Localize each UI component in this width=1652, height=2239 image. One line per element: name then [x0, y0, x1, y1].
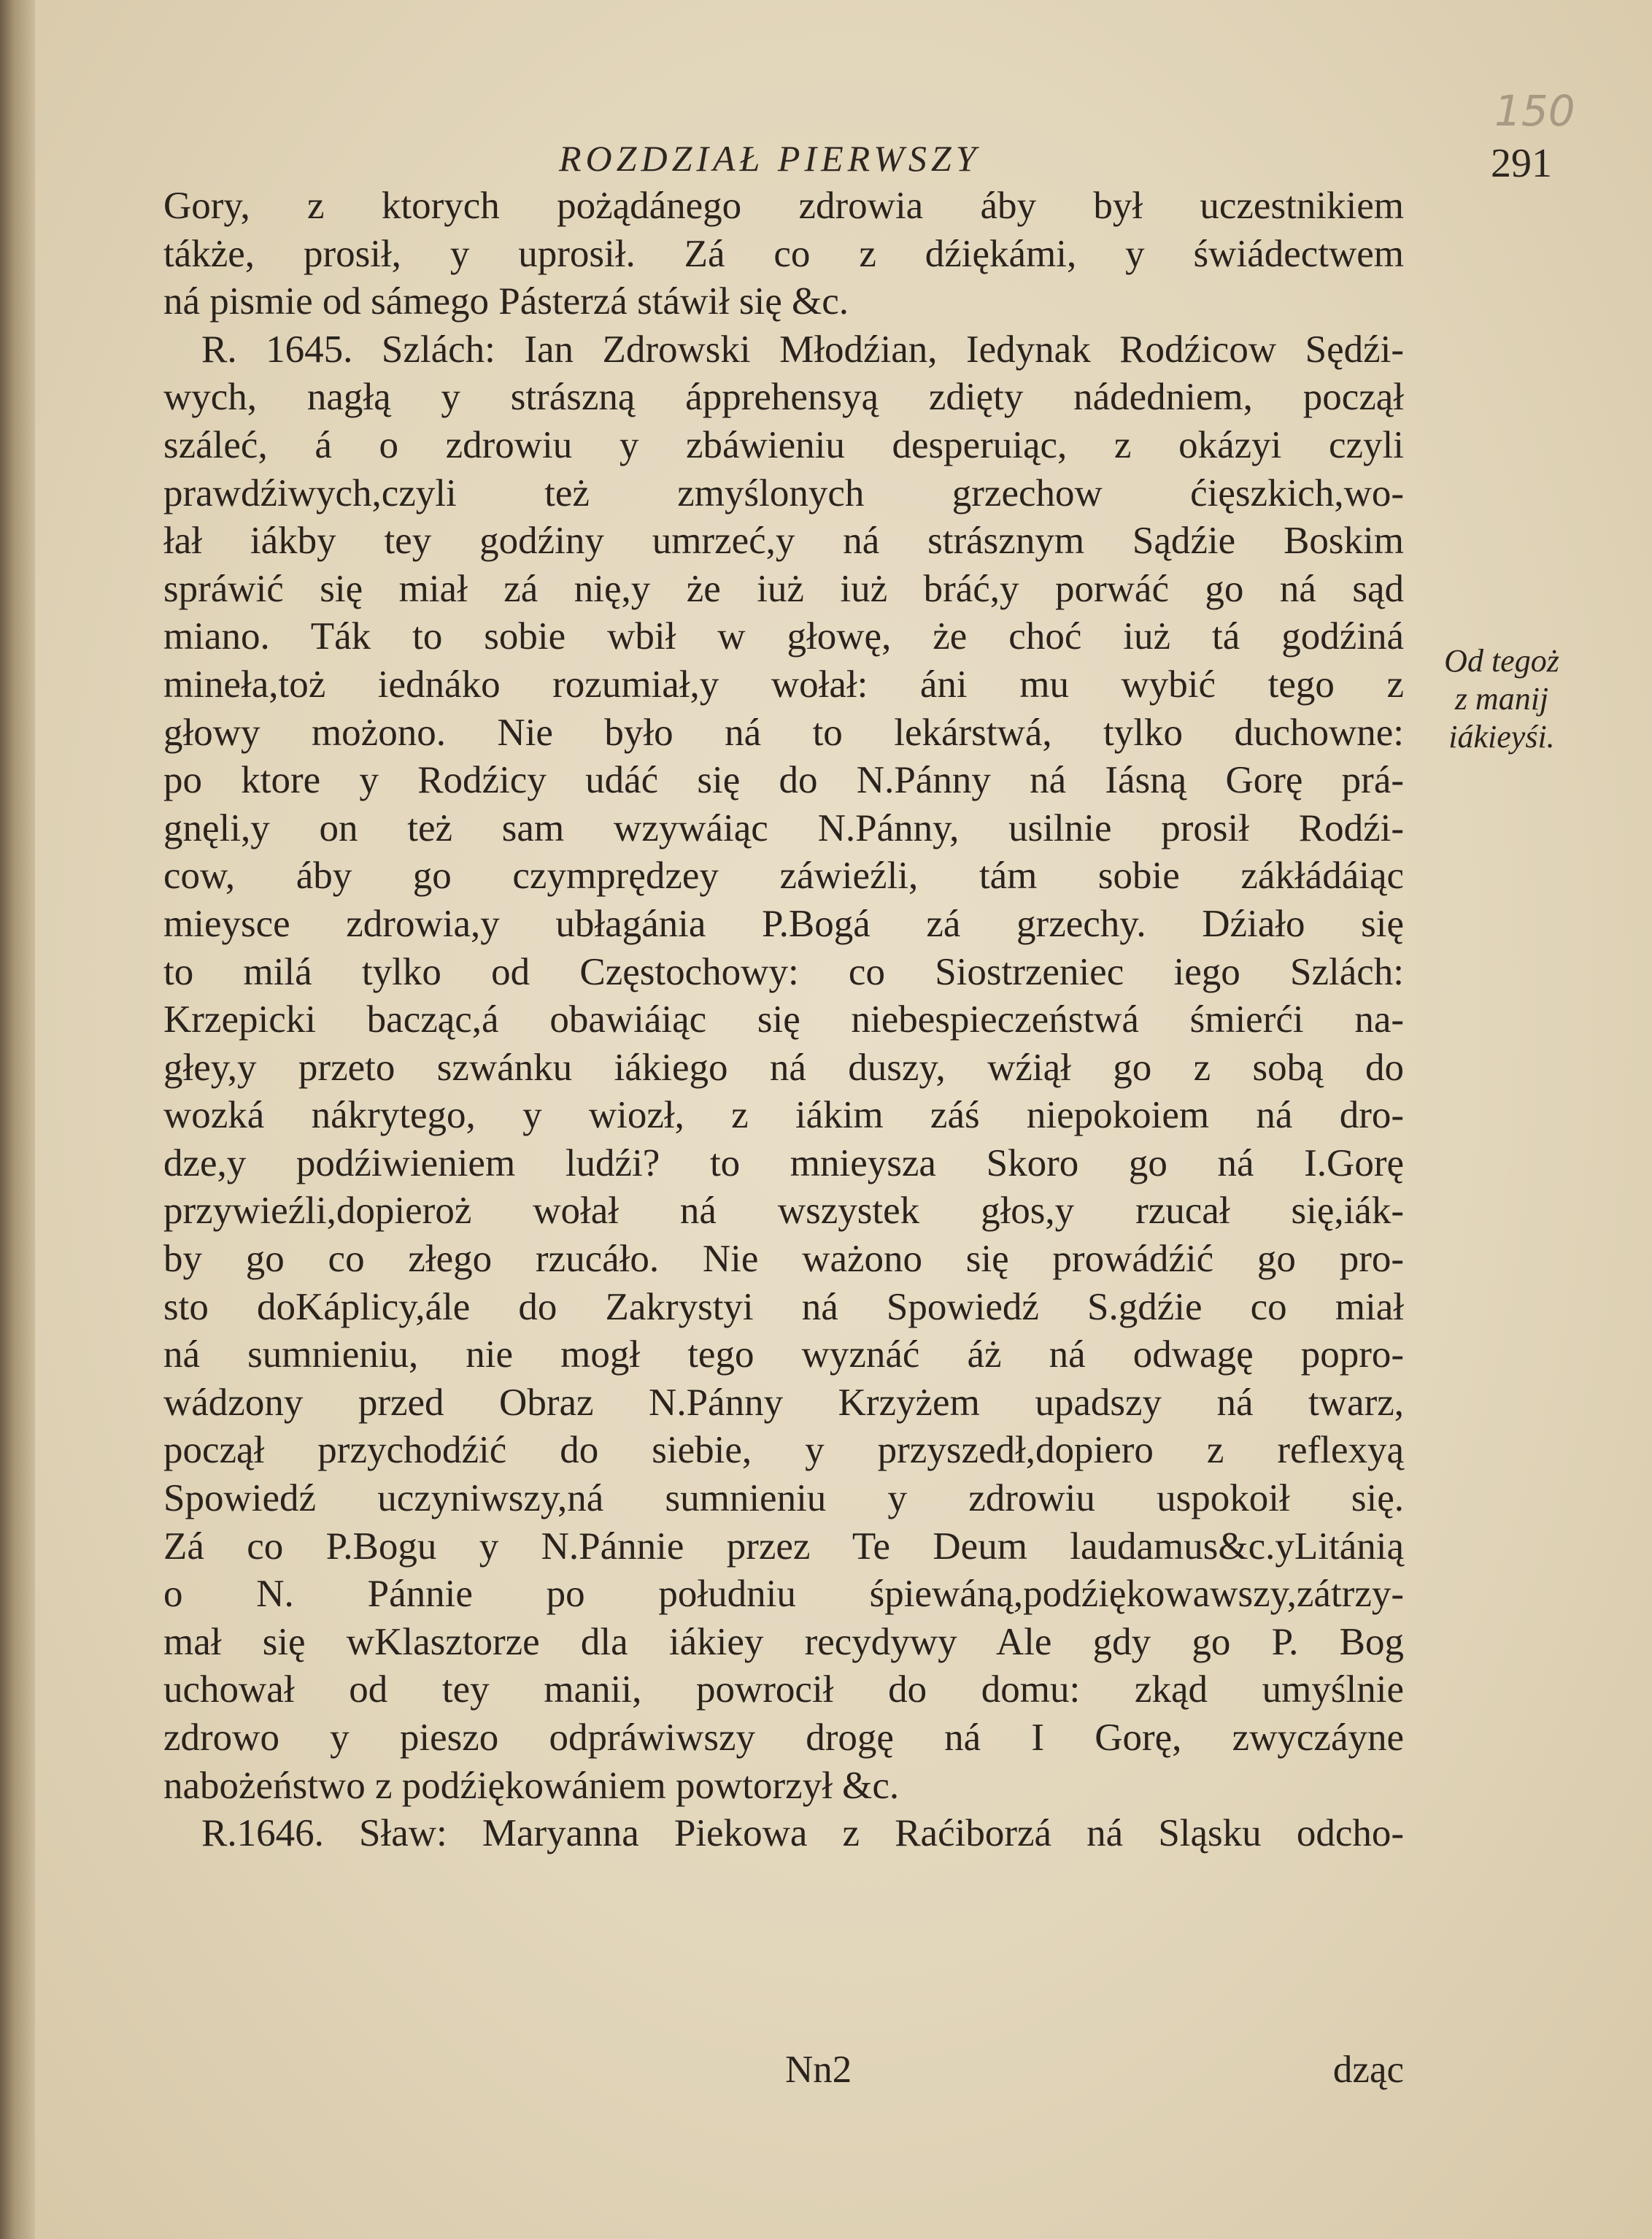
running-head: ROZDZIAŁ PIERWSZY [559, 138, 981, 179]
text-line: prawdźiwych,czyli też zmyślonych grzechow ćięszkich,wo- [163, 471, 1404, 515]
text-line: Zá co P.Bogu y N.Pánnie przez Te Deum laudamus&c.yLitánią [163, 1525, 1404, 1568]
marginal-note-line: z manij [1454, 681, 1549, 717]
text-line: mieysce zdrowia,y ubłagánia P.Bogá zá grzechy. Dźiało się [163, 902, 1404, 945]
text-line: ná pismie od sámego Pásterzá stáwił się &c. [163, 280, 849, 323]
signature-mark: Nn2 [785, 2049, 852, 2091]
text-line: by go co złego rzucáło. Nie ważono się prowádźić go pro- [163, 1238, 1404, 1281]
text-line: począł przychodźić do siebie, y przyszedł,dopiero z reflexyą [163, 1429, 1404, 1472]
text-line: sto doKáplicy,ále do Zakrystyi ná Spowiedź S.gdźie co miał [163, 1285, 1404, 1328]
marginal-note [1425, 642, 1578, 756]
text-line: mał się wKlasztorze dla iákiey recydywy Ale gdy go P. Bog [163, 1620, 1404, 1663]
text-line: nabożeństwo z podźiękowániem powtorzył &c. [163, 1764, 900, 1807]
text-line: wádzony przed Obraz N.Pánny Krzyżem upadszy ná twarz, [163, 1381, 1404, 1424]
text-line: to milá tylko od Częstochowy: co Siostrzeniec iego Szlách: [163, 950, 1404, 993]
main-text-block [163, 182, 1404, 1858]
catchword: dząc [1332, 2049, 1404, 2091]
text-line: przywieźli,dopieroż wołał ná wszystek głos,y rzucał się,iák- [163, 1190, 1404, 1233]
text-line: gnęli,y on też sam wzywáiąc N.Pánny, usilnie prosił Rodźi- [163, 806, 1404, 849]
book-page [35, 0, 1652, 2239]
binding-gutter [0, 0, 35, 2239]
text-line: száleć, á o zdrowiu y zbáwieniu desperuiąc, z okázyi czyli [163, 423, 1404, 466]
text-line: miano. Ták to sobie wbił w głowę, że choć iuż tá godźiná [163, 615, 1404, 658]
text-line: po ktore y Rodźicy udáć się do N.Pánny ná Iásną Gorę prá- [163, 759, 1404, 802]
page-number: 291 [1491, 141, 1552, 186]
page-footer [163, 2048, 1404, 2099]
text-line: uchował od tey manii, powrocił do domu: zkąd umyślnie [163, 1668, 1404, 1711]
marginal-note-line: Od tegoż [1444, 643, 1559, 679]
text-line: Spowiedź uczyniwszy,ná sumnieniu y zdrowiu uspokoił się. [163, 1477, 1404, 1520]
text-line: dze,y podźiwieniem ludźi? to mnieysza Skoro go ná I.Gorę [163, 1141, 1404, 1184]
text-line: R. 1645. Szlách: Ian Zdrowski Młodźian, Iedynak Rodźicow Sędźi- [201, 328, 1404, 371]
marginal-note-line: iákieyśi. [1448, 719, 1555, 755]
text-line: tákże, prosił, y uprosił. Zá co z dźiękámi, y świádectwem [163, 232, 1404, 275]
text-line: ná sumnieniu, nie mogł tego wyznáć áż ná odwagę popro- [163, 1333, 1404, 1376]
text-line: łał iákby tey godźiny umrzeć,y ná strásznym Sądźie Boskim [163, 520, 1404, 563]
text-line: R.1646. Sław: Maryanna Piekowa z Raćiborzá ná Sląsku odcho- [201, 1812, 1404, 1855]
text-line: głey,y przeto szwánku iákiego ná duszy, wźiął go z sobą do [163, 1046, 1404, 1089]
text-line: głowy możono. Nie było ná to lekárstwá, tylko duchowne: [163, 711, 1404, 754]
text-line: wozká nákrytego, y wiozł, z iákim záś niepokoiem ná dro- [163, 1094, 1404, 1137]
text-line: wych, nagłą y strászną ápprehensyą zdięty nádedniem, począł [163, 376, 1404, 419]
pencil-folio-number: 150 [1494, 86, 1575, 136]
text-line: mineła,toż iednáko rozumiał,y wołał: áni mu wybić tego z [163, 663, 1404, 706]
text-line: cow, áby go czymprędzey záwieźli, tám sobie zákłádáiąc [163, 855, 1404, 898]
text-line: Krzepicki bacząc,á obawiáiąc się niebespieczeństwá śmierći na- [163, 998, 1404, 1041]
text-line: spráwić się miał zá nię,y że iuż iuż bráć,y porwáć go ná sąd [163, 567, 1404, 610]
text-line: o N. Pánnie po południu śpiewáną,podźiękowawszy,zátrzy- [163, 1573, 1404, 1616]
text-line: zdrowo y pieszo odpráwiwszy drogę ná I Gorę, zwyczáyne [163, 1716, 1404, 1759]
text-line: Gory, z ktorych pożądánego zdrowia áby był uczestnikiem [163, 185, 1404, 227]
